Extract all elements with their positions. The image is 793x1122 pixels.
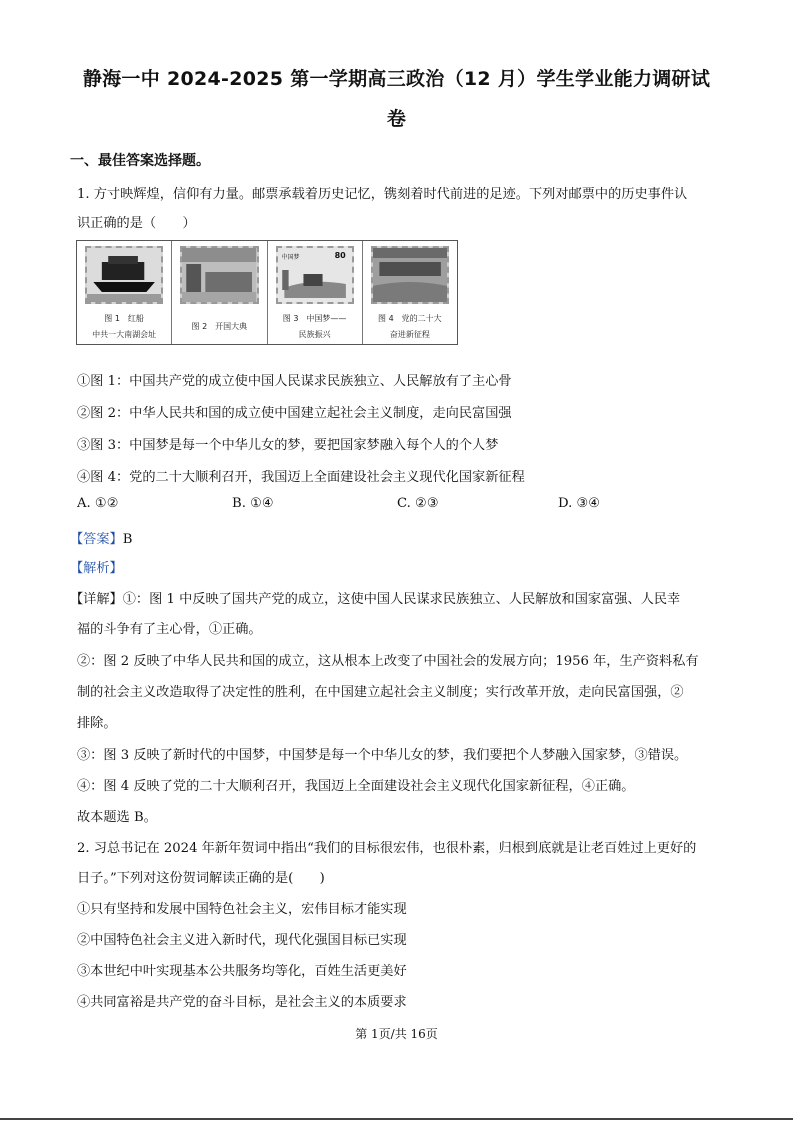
q2-statement-4: ④共同富裕是共产党的奋斗目标，是社会主义的本质要求 — [77, 995, 407, 1010]
fig4-caption-line2: 奋进新征程 — [389, 330, 430, 339]
q1-detail-line3: ②：图 2 反映了中华人民共和国的成立，这从根本上改变了中国社会的发展方向；1956 年，生产资料私有 — [77, 654, 699, 669]
stamp-founding-ceremony-image — [180, 246, 258, 304]
q2-statement-2: ②中国特色社会主义进入新时代，现代化强国目标已实现 — [77, 933, 407, 948]
answer-label: 【答案】 — [70, 532, 123, 547]
page-title-line1: 静海一中 2024-2025 第一学期高三政治（12 月）学生学业能力调研试 — [82, 68, 711, 90]
q1-analysis-label: 【解析】 — [70, 561, 123, 576]
q1-statement-2: ②图 2：中华人民共和国的成立使中国建立起社会主义制度，走向民富国强 — [77, 406, 512, 421]
fig1-caption-line2: 中共一大南湖会址 — [92, 330, 157, 339]
q1-detail-line6: ③：图 3 反映了新时代的中国梦，中国梦是每一个中华儿女的梦，我们要把个人梦融入国家梦，③错误。 — [77, 748, 688, 763]
q1-option-a: A. ①② — [77, 496, 119, 511]
answer-value: B — [122, 532, 133, 547]
detail-label: 【详解】 — [70, 592, 123, 607]
stamp-value: 80 — [334, 251, 346, 260]
q2-stem-line1: 2. 习总书记在 2024 年新年贺词中指出“我们的目标很宏伟，也很朴素，归根到底就是让老百姓过上更好的 — [77, 841, 697, 856]
fig3-caption-line2: 民族振兴 — [298, 330, 331, 339]
bottom-divider — [0, 1118, 793, 1120]
stamp-cell-4 — [363, 241, 457, 344]
stamp-figure — [76, 240, 458, 345]
q1-answer — [70, 528, 132, 547]
stamp-red-boat-image — [85, 246, 163, 304]
q2-stem-line2: 日子。”下列对这份贺词解读正确的是( ) — [77, 871, 325, 886]
stamp-cell-3 — [268, 241, 363, 344]
detail-text: ①：图 1 中反映了国共产党的成立，这使中国人民谋求民族独立、人民解放和国家富强、人民幸 — [122, 592, 681, 607]
q1-statement-1: ①图 1：中国共产党的成立使中国人民谋求民族独立、人民解放有了主心骨 — [77, 374, 512, 389]
stamp-cell-1 — [77, 241, 172, 344]
q1-detail-line7: ④：图 4 反映了党的二十大顺利召开，我国迈上全面建设社会主义现代化国家新征程，④正确。 — [77, 779, 635, 794]
q1-statement-3: ③图 3：中国梦是每一个中华儿女的梦，要把国家梦融入每个人的个人梦 — [77, 438, 499, 453]
fig2-caption-line1: 图 2 开国大典 — [191, 322, 248, 331]
fig3-caption-line1: 图 3 中国梦—— — [282, 314, 347, 323]
q1-detail-line5: 排除。 — [77, 716, 117, 731]
q1-statement-4: ④图 4：党的二十大顺利召开，我国迈上全面建设社会主义现代化国家新征程 — [77, 470, 525, 485]
q1-detail-line1 — [70, 588, 680, 607]
stamp-cell-2 — [172, 241, 267, 344]
q1-detail-line4: 制的社会主义改造取得了决定性的胜利，在中国建立起社会主义制度；实行改革开放，走向民富国强，② — [77, 685, 684, 700]
q1-detail-line8: 故本题选 B。 — [77, 810, 157, 825]
fig4-caption-line1: 图 4 党的二十大 — [378, 314, 442, 323]
q1-option-b: B. ①④ — [232, 496, 274, 511]
stamp-label: 中国梦 — [281, 254, 300, 261]
stamp-twentieth-congress-image — [371, 246, 449, 304]
q2-statement-1: ①只有坚持和发展中国特色社会主义，宏伟目标才能实现 — [77, 902, 407, 917]
fig1-caption-line1: 图 1 红船 — [104, 314, 144, 323]
q1-stem-line1: 1. 方寸映辉煌，信仰有力量。邮票承载着历史记忆，镌刻着时代前进的足迹。下列对邮票中的历史事件认 — [77, 187, 688, 202]
q1-detail-line2: 福的斗争有了主心骨，①正确。 — [77, 622, 262, 637]
page-footer: 第 1页/共 16页 — [355, 1027, 438, 1041]
q2-statement-3: ③本世纪中叶实现基本公共服务均等化，百姓生活更美好 — [77, 964, 407, 979]
q1-option-c: C. ②③ — [397, 496, 439, 511]
section-heading: 一、最佳答案选择题。 — [70, 153, 210, 169]
q1-stem-line2: 识正确的是（ ） — [77, 216, 196, 231]
page-title-line2: 卷 — [386, 108, 407, 130]
stamp-china-dream-image — [276, 246, 354, 304]
q1-option-d: D. ③④ — [558, 496, 601, 511]
